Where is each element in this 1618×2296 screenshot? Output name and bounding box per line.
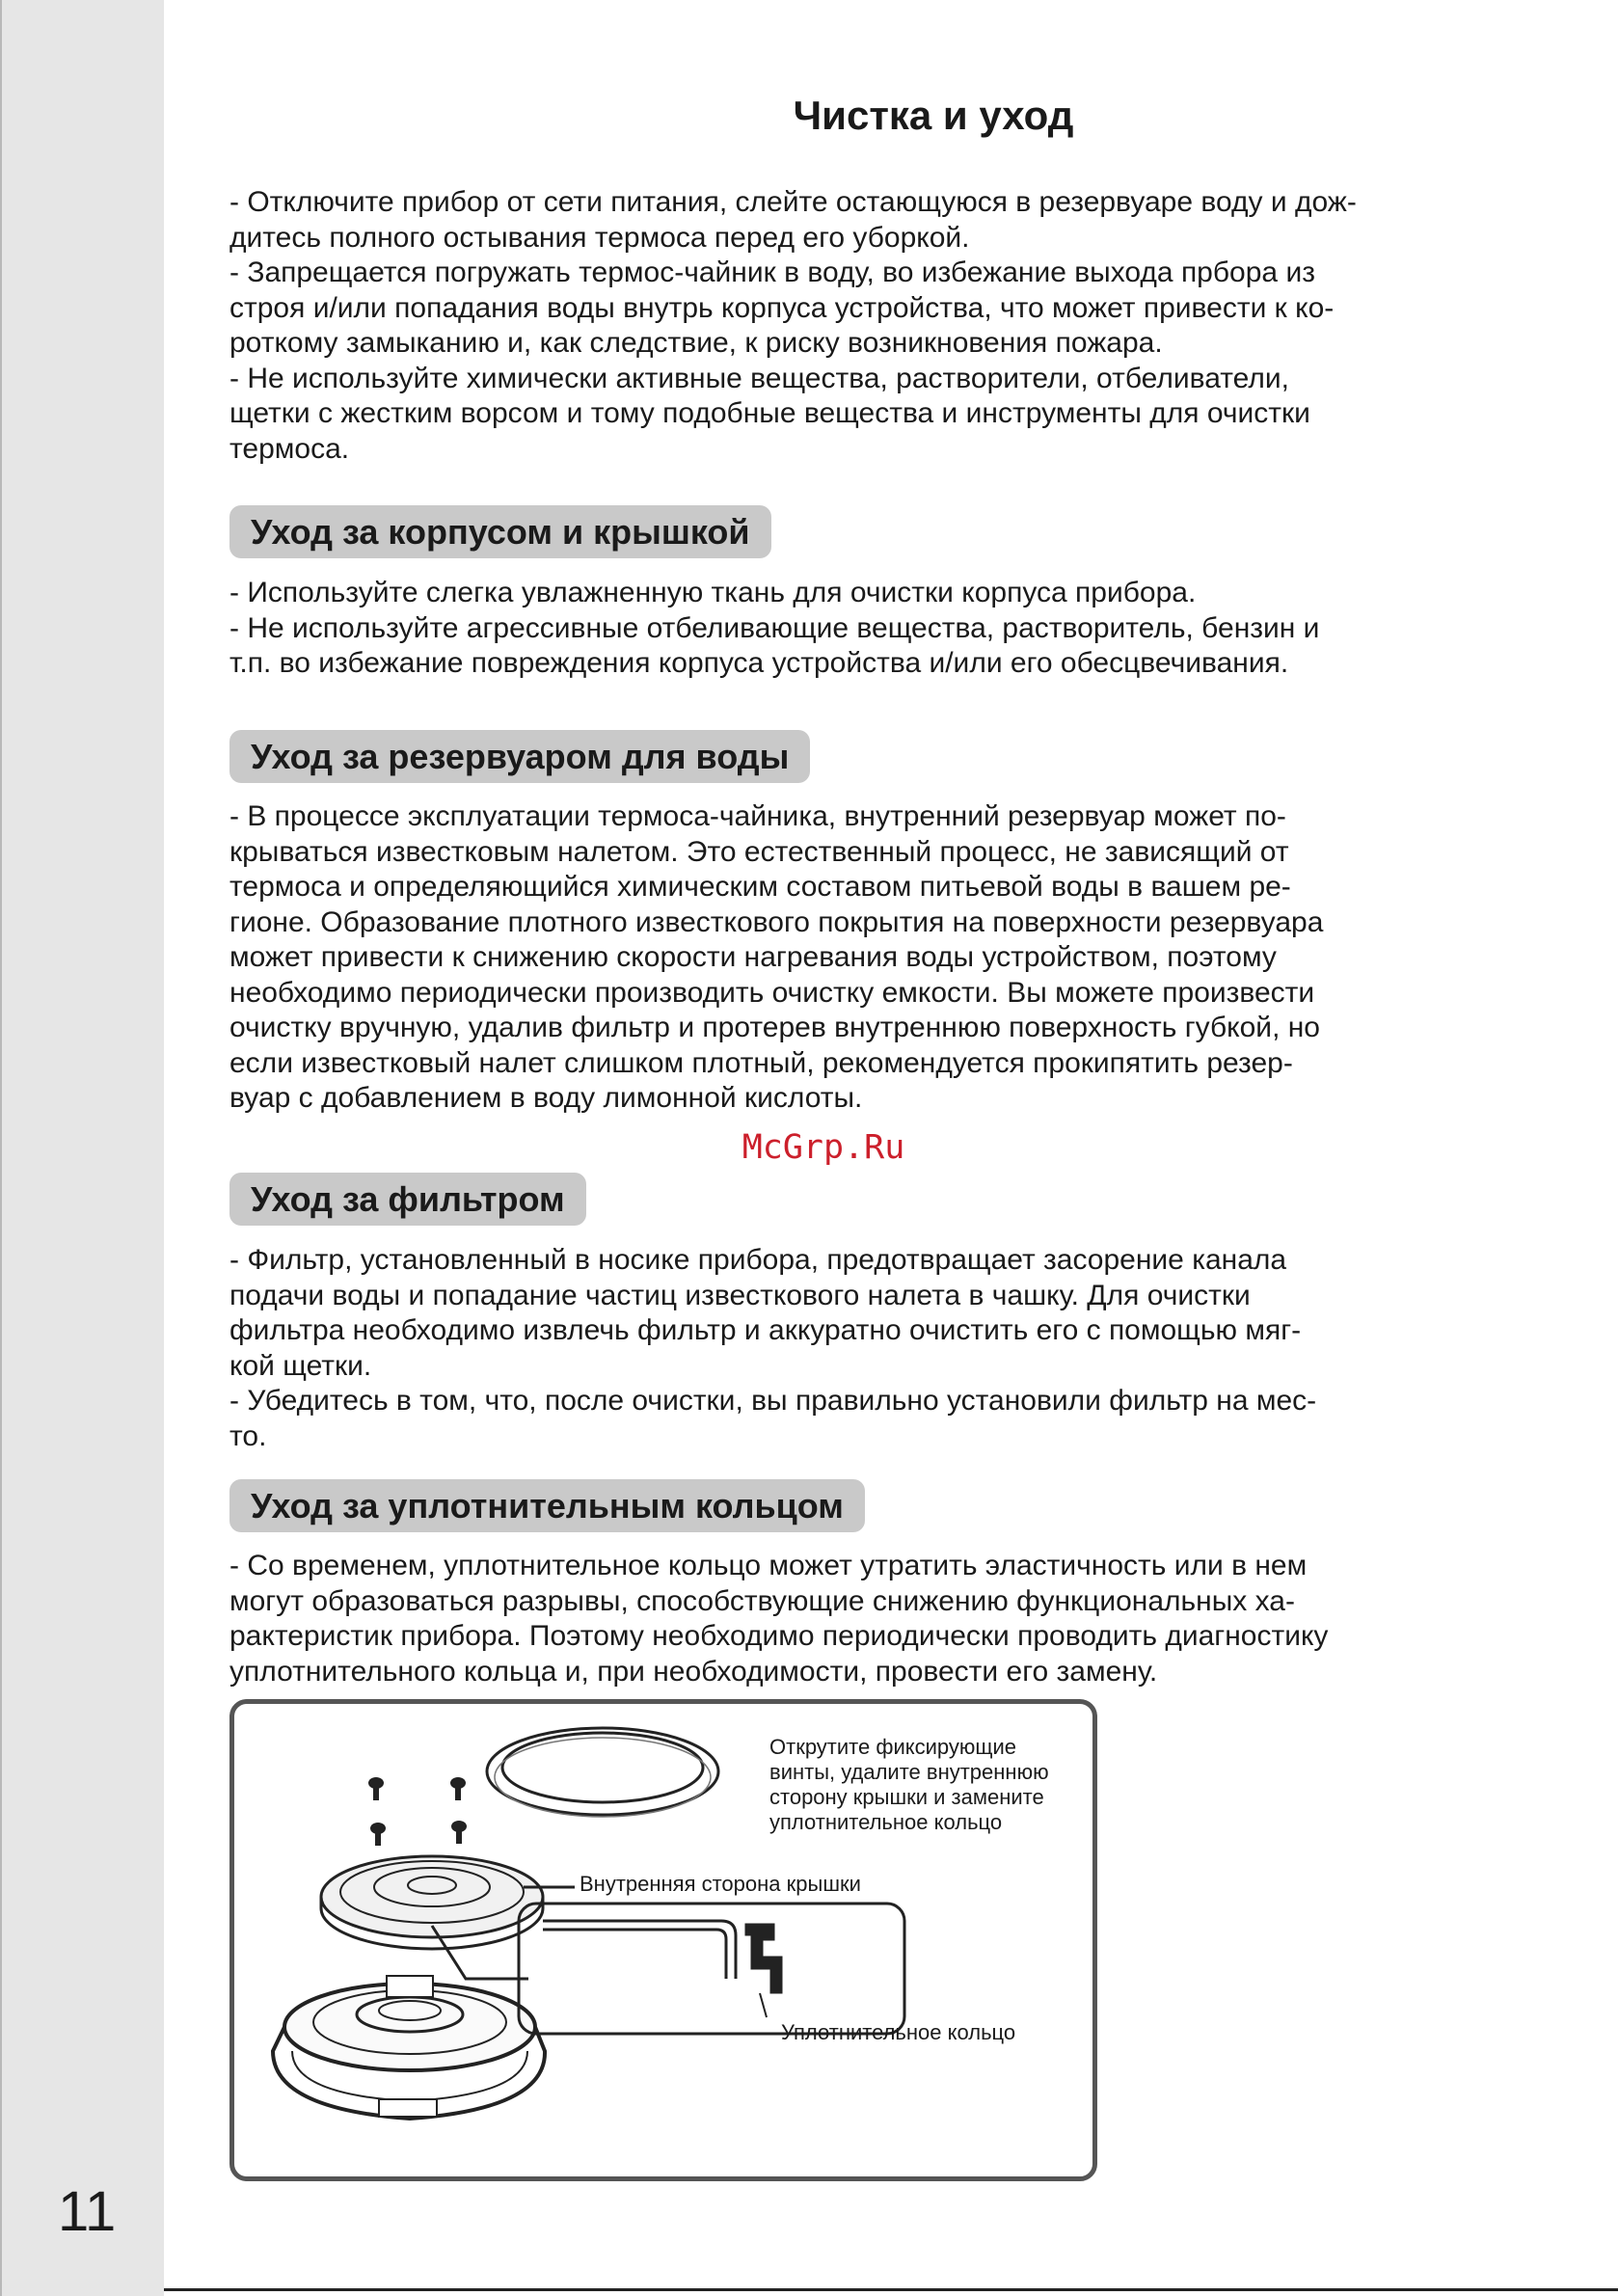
section-heading-body-and-lid: Уход за корпусом и крышкой xyxy=(229,505,771,558)
text-line: - Используйте слегка увлажненную ткань для очистки корпуса прибора. xyxy=(229,577,1197,608)
screw-icon xyxy=(370,1823,386,1846)
section-heading-filter: Уход за фильтром xyxy=(229,1173,586,1226)
text-line: очистку вручную, удалив фильтр и протерев внутреннюю поверхность губкой, но xyxy=(229,1012,1320,1043)
text-line: кой щетки. xyxy=(229,1349,372,1382)
inner-lid-icon xyxy=(321,1856,543,1949)
text-line: - В процессе эксплуатации термоса-чайника, внутренний резервуар может по- xyxy=(229,800,1286,832)
ring-detail-box xyxy=(519,1904,904,2034)
page-number: 11 xyxy=(58,2180,117,2243)
screw-icon xyxy=(451,1821,467,1844)
section-heading-sealing-ring: Уход за уплотнительным кольцом xyxy=(229,1479,865,1532)
text-line: - Отключите прибор от сети питания, слейте остающуюся в резервуаре воду и дож- xyxy=(229,186,1357,218)
page-bottom-rule xyxy=(164,2288,1618,2291)
text-line: - Не используйте химически активные вещества, растворители, отбеливатели, xyxy=(229,362,1289,394)
text-line: рактеристик прибора. Поэтому необходимо периодически проводить диагностику xyxy=(229,1620,1329,1652)
text-line: уплотнительного кольца и, при необходимости, провести его замену. xyxy=(229,1655,1158,1688)
text-line: - Убедитесь в том, что, после очистки, вы правильно установили фильтр на мес- xyxy=(229,1385,1317,1417)
text-line: гионе. Образование плотного известкового покрытия на поверхности резервуара xyxy=(229,905,1324,938)
text-line: - Со временем, уплотнительное кольцо может утратить эластичность или в нем xyxy=(229,1550,1308,1581)
text-line: строя и/или попадания воды внутрь корпуса устройства, что может привести к ко- xyxy=(229,291,1335,324)
section-text-water-tank xyxy=(229,799,1502,1117)
text-line: щетки с жестким ворсом и тому подобные вещества и инструменты для очистки xyxy=(229,397,1310,429)
intro-paragraph xyxy=(229,185,1502,467)
sealing-ring-label: Уплотнительное кольцо xyxy=(781,2020,1016,2044)
sealing-ring-diagram xyxy=(229,1699,1097,2181)
text-line: если известковый налет слишком плотный, рекомендуется прокипятить резер- xyxy=(229,1046,1293,1079)
section-heading-water-tank: Уход за резервуаром для воды xyxy=(229,730,810,783)
text-line: термоса. xyxy=(229,432,350,465)
text-line: - Запрещается погружать термос-чайник в воду, во избежание выхода прбора из xyxy=(229,257,1315,288)
page-title: Чистка и уход xyxy=(793,93,1074,138)
text-line: - Не используйте агрессивные отбеливающие вещества, растворитель, бензин и xyxy=(229,611,1320,644)
watermark: McGrp.Ru xyxy=(742,1128,905,1167)
instruction-caption: Открутите фиксирующие винты, удалите внутреннюю сторону крышки и замените уплотнительное кольцо xyxy=(769,1735,1049,1834)
text-line: роткому замыканию и, как следствие, к риску возникновения пожара. xyxy=(229,327,1163,359)
text-line: могут образоваться разрывы, способствующие снижению функциональных ха- xyxy=(229,1584,1295,1617)
text-line: необходимо периодически производить очистку емкости. Вы можете произвести xyxy=(229,976,1315,1009)
text-line: дитесь полного остывания термоса перед его уборкой. xyxy=(229,221,970,254)
text-line: то. xyxy=(229,1419,267,1452)
screw-icon xyxy=(450,1777,466,1800)
inner-lid-label: Внутренняя сторона крышки xyxy=(580,1872,861,1896)
text-line: подачи воды и попадание частиц известкового налета в чашку. Для очистки xyxy=(229,1279,1251,1311)
text-line: крываться известковым налетом. Это естественный процесс, не зависящий от xyxy=(229,835,1289,868)
section-text-sealing-ring xyxy=(229,1549,1502,1689)
screw-icon xyxy=(368,1777,384,1800)
text-line: т.п. во избежание повреждения корпуса устройства и/или его обесцвечивания. xyxy=(229,647,1289,679)
text-line: вуар с добавлением в воду лимонной кислоты. xyxy=(229,1082,863,1114)
section-text-body-and-lid xyxy=(229,576,1502,682)
lid-base-icon xyxy=(273,1976,545,2119)
section-text-filter xyxy=(229,1243,1502,1454)
text-line: фильтра необходимо извлечь фильтр и аккуратно очистить его с помощью мяг- xyxy=(229,1314,1302,1346)
text-line: может привести к снижению скорости нагревания воды устройством, поэтому xyxy=(229,941,1277,973)
text-line: термоса и определяющийся химическим составом питьевой воды в вашем ре- xyxy=(229,871,1291,903)
text-line: - Фильтр, установленный в носике прибора, предотвращает засорение канала xyxy=(229,1244,1287,1276)
sealing-ring-icon xyxy=(487,1728,718,1817)
